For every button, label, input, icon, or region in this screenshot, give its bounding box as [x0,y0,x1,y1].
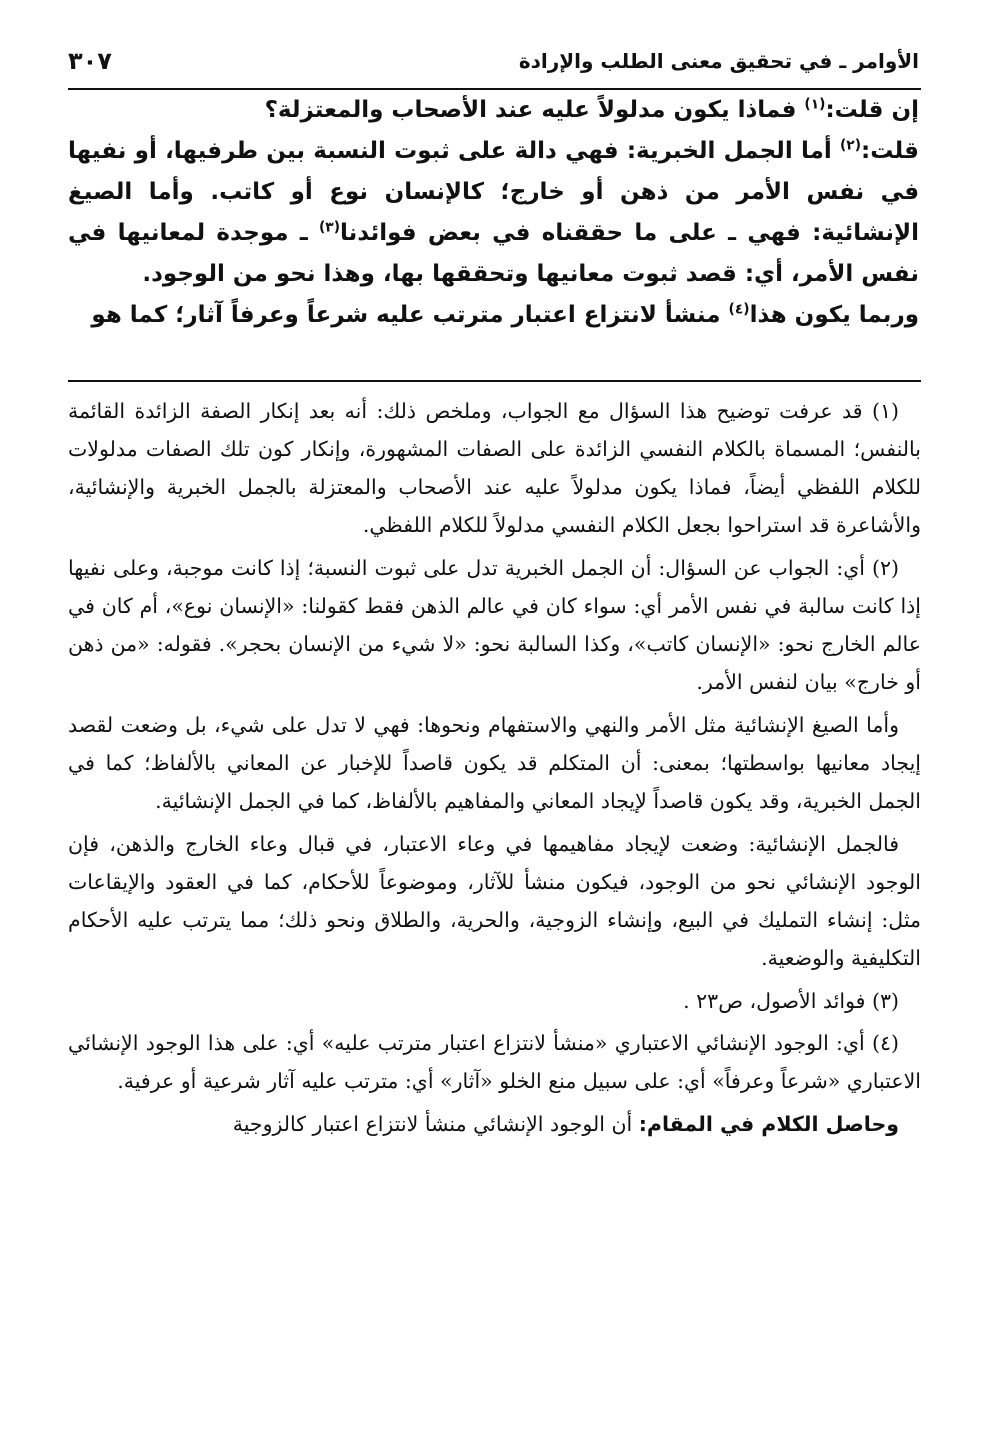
footnote-1: (١) قد عرفت توضيح هذا السؤال مع الجواب، وملخص ذلك: أنه بعد إنكار الصفة الزائدة القائمة بالنفس؛ المسماة بالكلام النفسي الزائدة على الصفات المشهورة، وإنكار كون تلك الصفات مدلولات للكلام اللفظي أيضاً، فماذا يكون مدلولاً عليه عند الأصحاب والمعتزلة بالجمل الخبرية والإنشائية، والأشاعرة قد استراحوا بجعل الكلام النفسي مدلولاً للكلام اللفظي. [68,399,921,537]
footnote-2: (٢) أي: الجواب عن السؤال: أن الجمل الخبرية تدل على ثبوت النسبة؛ إذا كانت موجبة، وعلى نفيها إذا كانت سالبة في نفس الأمر أي: سواء كان في عالم الذهن فقط كقولنا: «الإنسان نوع»، أم كان في عالم الخارج نحو: «الإنسان كاتب»، وكذا السالبة نحو: «لا شيء من الإنسان بحجر». فقوله: «من ذهن أو خارج» بيان لنفس الأمر. [68,556,921,694]
footnote-separator [68,380,921,382]
main-paragraph-answer [68,131,919,295]
main-text [68,90,919,378]
summary-lead: وحاصل الكلام في المقام: [638,1112,899,1136]
running-title: الأوامر ـ في تحقيق معنى الطلب والإرادة [518,49,919,73]
footnote-2-continued-2: فالجمل الإنشائية: وضعت لإيجاد مفاهيمها في وعاء الاعتبار، في قبال وعاء الخارج والذهن، فإن الوجود الإنشائي نحو من الوجود، فيكون منشأ للآثار، وموضوعاً للأحكام، كما في العقود والإيقاعات مثل: إنشاء التمليك في البيع، وإنشاء الزوجية، والحرية، والطلاق ونحو ذلك؛ مما يترتب عليه الأحكام التكليفية والوضعية. [68,832,921,970]
page-header [68,36,919,86]
footnote-ref-4: (٤) [728,301,750,318]
footnote-2-continued: وأما الصيغ الإنشائية مثل الأمر والنهي والاستفهام ونحوها: فهي لا تدل على شيء، بل وضعت لقصد إيجاد معانيها بواسطتها؛ بمعنى: أن المتكلم قد يكون قاصداً للإخبار عن المعاني بالألفاظ؛ كما في الجمل الخبرية، وقد يكون قاصداً لإيجاد المعاني والمفاهيم بالألفاظ، كما في الجمل الإنشائية. [68,713,921,813]
footnote-4: (٤) أي: الوجود الإنشائي الاعتباري «منشأ لانتزاع اعتبار مترتب عليه» أي: على هذا الوجود الإنشائي الاعتباري «شرعاً وعرفاً» أي: على سبيل منع الخلو «آثار» أي: مترتب عليه آثار شرعية أو عرفية. [68,1031,921,1093]
continuation-lead: وربما يكون هذا [749,302,919,328]
footnote-ref-2: (٢) [839,137,861,154]
summary-text: أن الوجود الإنشائي منشأ لانتزاع اعتبار كالزوجية [232,1112,639,1136]
footnote-3: (٣) فوائد الأصول، ص٢٣ . [683,989,899,1013]
page-number: ٣٠٧ [68,47,112,75]
question-lead: إن قلت: [825,97,919,123]
footnote-ref-1: (١) [804,96,826,113]
answer-lead: قلت: [861,138,919,164]
continuation-text: منشأ لانتزاع اعتبار مترتب عليه شرعاً وعرفاً آثار؛ كما هو [91,302,729,328]
question-text: فماذا يكون مدلولاً عليه عند الأصحاب والمعتزلة؟ [264,97,805,123]
answer-text-1: أما الجمل الخبرية: فهي دالة على ثبوت النسبة بين طرفيها، أو نفيها في نفس الأمر من ذهن أو خارج؛ كالإنسان نوع أو كاتب. وأما الصيغ الإنشائية: فهي ـ على ما حققناه في بعض فوائدنا [68,138,919,246]
summary-paragraph [68,1105,921,1143]
answer-text-2: ـ موجدة لمعانيها في نفس الأمر، أي: قصد ثبوت معانيها وتحققها بها، وهذا نحو من الوجود. [68,220,919,287]
main-paragraph-question [68,90,919,131]
main-paragraph-continuation [68,295,919,336]
footnote-ref-3: (٣) [318,219,341,236]
footnotes [68,392,921,1442]
